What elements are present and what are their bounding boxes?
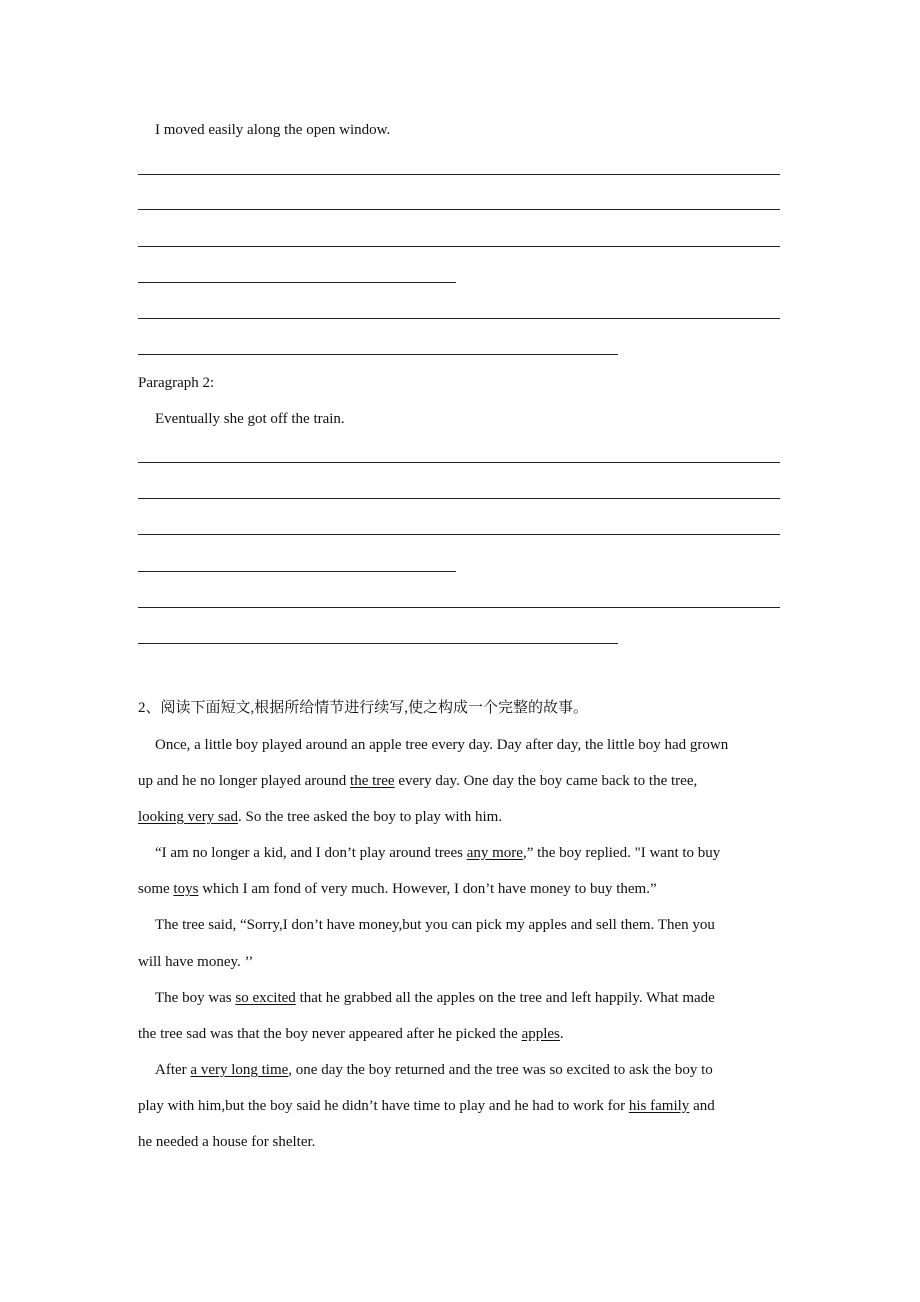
writing-line bbox=[138, 498, 780, 499]
story-line: The tree said, “Sorry,I don’t have money,but you can pick my apples and sell them. Then you bbox=[155, 917, 715, 933]
story-line: up and he no longer played around the tree every day. One day the boy came back to the tree, bbox=[138, 773, 698, 789]
underlined-phrase: his family bbox=[628, 1098, 690, 1114]
writing-line bbox=[138, 246, 780, 247]
story-line: the tree sad was that the boy never appeared after he picked the apples. bbox=[138, 1026, 564, 1042]
writing-line bbox=[138, 534, 780, 535]
underlined-phrase: toys bbox=[173, 881, 199, 897]
story-line: he needed a house for shelter. bbox=[138, 1134, 316, 1150]
writing-line bbox=[138, 607, 780, 608]
underlined-phrase: looking very sad bbox=[138, 809, 238, 825]
paragraph2-opening-sentence: Eventually she got off the train. bbox=[155, 411, 345, 427]
writing-line bbox=[138, 282, 456, 283]
underlined-phrase: the tree bbox=[350, 773, 395, 789]
underlined-phrase: so excited bbox=[235, 990, 296, 1006]
paragraph1-opening-sentence: I moved easily along the open window. bbox=[155, 122, 391, 138]
story-line: After a very long time, one day the boy returned and the tree was so excited to ask the boy to bbox=[155, 1062, 713, 1078]
story-line: Once, a little boy played around an apple tree every day. Day after day, the little boy had grown bbox=[155, 737, 729, 753]
story-line: The boy was so excited that he grabbed all the apples on the tree and left happily. What made bbox=[155, 990, 715, 1006]
story-line: will have money. ’’ bbox=[138, 954, 254, 970]
writing-line bbox=[138, 462, 780, 463]
story-line: some toys which I am fond of very much. However, I don’t have money to buy them.” bbox=[138, 881, 657, 897]
story-line: play with him,but the boy said he didn’t have time to play and he had to work for his family and bbox=[138, 1098, 715, 1114]
underlined-phrase: a very long time bbox=[190, 1062, 289, 1078]
writing-line bbox=[138, 354, 618, 355]
writing-line bbox=[138, 571, 456, 572]
underlined-phrase: apples bbox=[521, 1026, 560, 1042]
task2-instruction: 2、阅读下面短文,根据所给情节进行续写,使之构成一个完整的故事。 bbox=[138, 700, 589, 716]
story-line: “I am no longer a kid, and I don’t play around trees any more,” the boy replied. "I want to buy bbox=[155, 845, 721, 861]
writing-line bbox=[138, 209, 780, 210]
paragraph2-label: Paragraph 2: bbox=[138, 375, 215, 391]
writing-line bbox=[138, 643, 618, 644]
underlined-phrase: any more bbox=[466, 845, 523, 861]
story-line: looking very sad. So the tree asked the boy to play with him. bbox=[138, 809, 503, 825]
writing-line bbox=[138, 318, 780, 319]
writing-line bbox=[138, 174, 780, 175]
